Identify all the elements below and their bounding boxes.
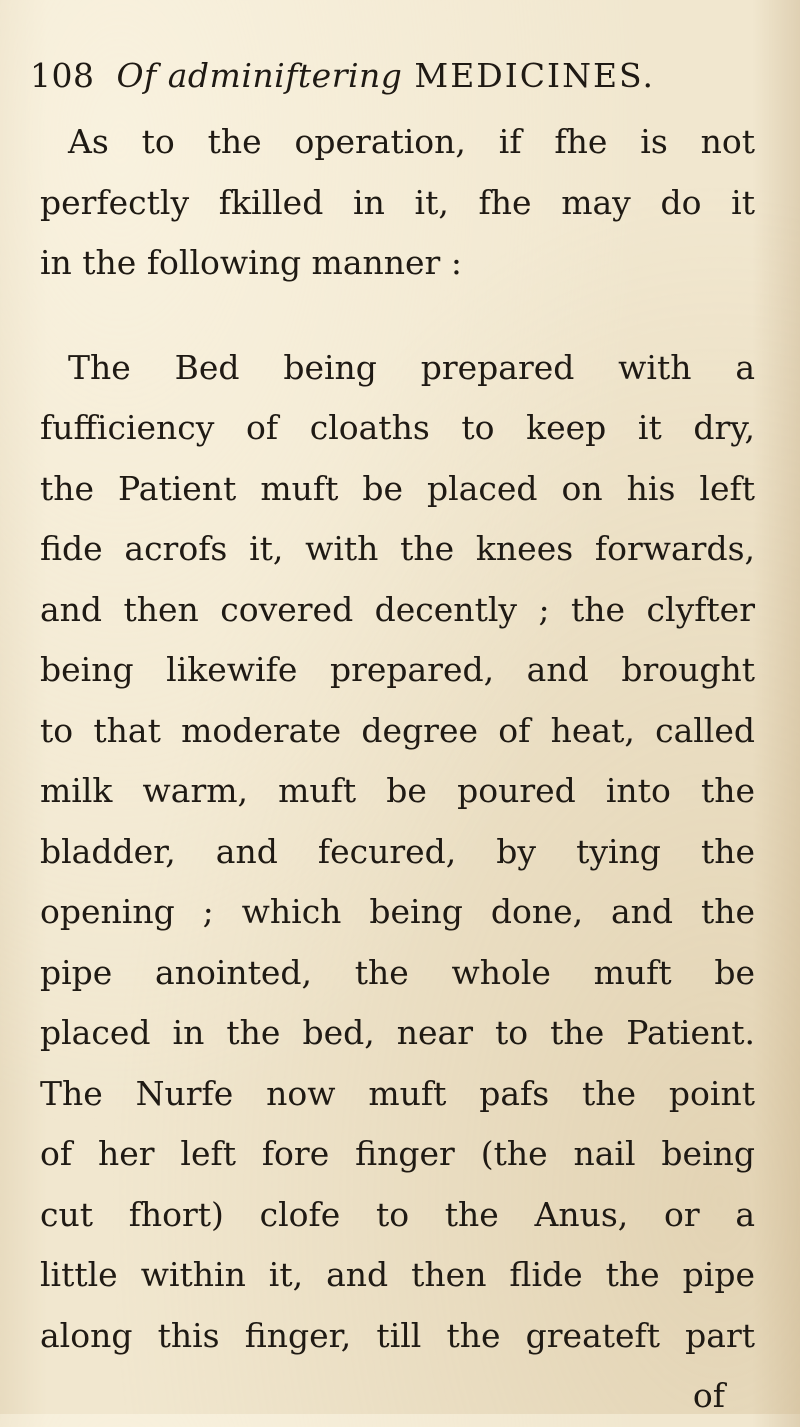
paragraph-2-line-13: The Nurfe now muft pafs the point xyxy=(40,1073,755,1113)
paragraph-2-line-8: milk warm, muft be poured into the xyxy=(40,771,755,810)
paragraph-2-line-11: pipe anointed, the whole muft be xyxy=(40,952,755,992)
paragraph-2-line-6: being likewife prepared, and brought xyxy=(40,650,755,689)
running-head-title-caps: MEDICINES. xyxy=(414,56,655,95)
paragraph-1-line-3: in the following manner : xyxy=(40,243,462,282)
running-head-title-italic: Of adminiftering xyxy=(116,56,403,95)
paragraph-2-line-15: cut fhort) clofe to the Anus, or a xyxy=(40,1194,755,1234)
page-number: 108 xyxy=(30,56,95,95)
paragraph-2-line-2: fufficiency of cloaths to keep it dry, xyxy=(40,408,755,447)
paragraph-2-line-1: The Bed being prepared with a xyxy=(68,347,755,387)
paragraph-gap xyxy=(40,294,755,338)
paragraph-2-line-14: of her left fore finger (the nail being xyxy=(40,1134,755,1173)
paragraph-2-line-9: bladder, and fecured, by tying the xyxy=(40,831,755,871)
paragraph-1-line-2: perfectly fkilled in it, fhe may do it xyxy=(40,182,755,222)
catchword: of xyxy=(692,1376,725,1415)
paragraph-1-line-1: As to the operation, if fhe is not xyxy=(68,122,755,161)
paragraph-2-line-17: along this finger, till the greateft part xyxy=(40,1315,755,1355)
paragraph-2-line-16: little within it, and then flide the pipe xyxy=(40,1255,755,1294)
paragraph-2-line-5: and then covered decently ; the clyfter xyxy=(40,589,755,629)
paragraph-2-line-10: opening ; which being done, and the xyxy=(40,892,755,931)
body-text xyxy=(40,112,755,1427)
paragraph-2-line-12: placed in the bed, near to the Patient. xyxy=(40,1013,755,1052)
running-head xyxy=(30,46,770,106)
paragraph-2-line-7: to that moderate degree of heat, called xyxy=(40,710,755,750)
paragraph-2-line-4: fide acrofs it, with the knees forwards, xyxy=(40,529,755,568)
paragraph-2-line-3: the Patient muft be placed on his left xyxy=(40,468,755,508)
